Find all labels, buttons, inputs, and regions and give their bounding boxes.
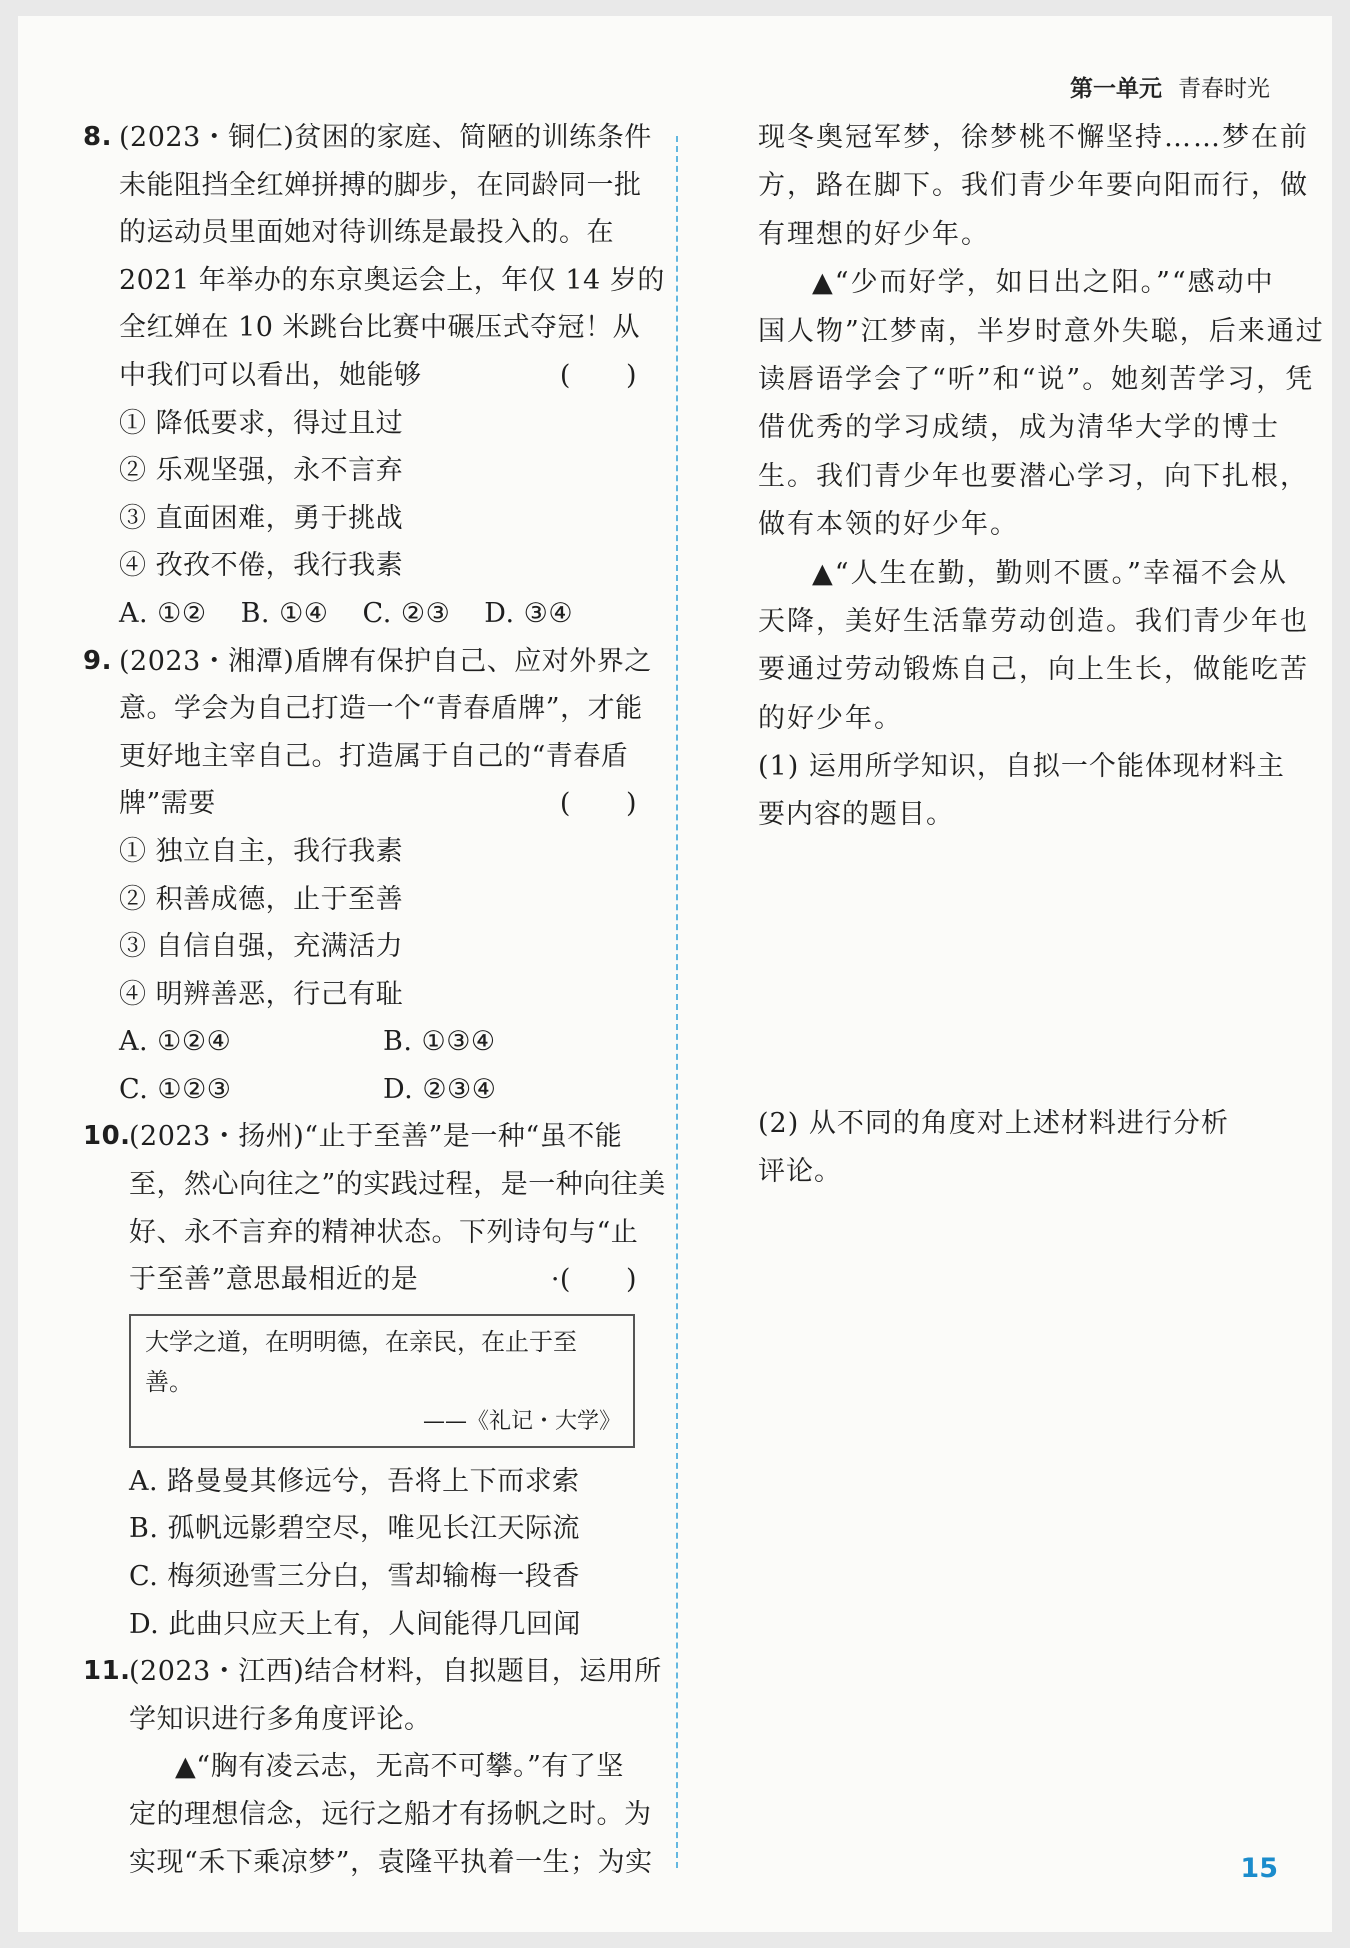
unit-label: 第一单元 bbox=[1070, 76, 1162, 102]
answer-blank[interactable]: ·( ) bbox=[550, 1264, 637, 1296]
question-stem-line: 未能阻挡全红婵拼搏的脚步，在同龄同一批 bbox=[119, 169, 642, 201]
question-stem-line: 中我们可以看出，她能够 ( ) bbox=[83, 352, 643, 400]
question-number: 8. bbox=[83, 122, 112, 152]
option-d[interactable]: D. 此曲只应天上有，人间能得几回闻 bbox=[129, 1608, 581, 1640]
question-number: 10. bbox=[83, 1121, 131, 1152]
option-d[interactable]: D. ②③④ bbox=[383, 1073, 497, 1105]
statement-item: ① 独立自主，我行我素 bbox=[119, 835, 404, 867]
question-11 bbox=[83, 1648, 662, 1886]
page-header bbox=[1070, 70, 1270, 103]
answer-blank[interactable]: ( ) bbox=[559, 359, 637, 391]
question-stem-line: 10. (2023・扬州)“止于至善”是一种“虽不能 bbox=[83, 1113, 643, 1161]
sub-question-2 bbox=[758, 1100, 1288, 1197]
material-line: ▲“胸有凌云志，无高不可攀。”有了坚 bbox=[175, 1751, 624, 1783]
answer-space-2[interactable] bbox=[758, 1197, 1288, 1757]
option-d[interactable]: D. ③④ bbox=[484, 597, 574, 629]
material-paragraph-3 bbox=[758, 550, 1309, 744]
sub-question-line: 评论。 bbox=[758, 1156, 842, 1188]
workbook-page bbox=[18, 16, 1332, 1932]
option-a[interactable]: A. ①②④ bbox=[119, 1026, 232, 1058]
question-number: 9. bbox=[83, 645, 112, 676]
question-stem-line: 至，然心向往之”的实践过程，是一种向往美 bbox=[129, 1169, 666, 1201]
option-c[interactable]: C. 梅须逊雪三分白，雪却输梅一段香 bbox=[129, 1561, 580, 1593]
sub-question-line: 要内容的题目。 bbox=[758, 799, 954, 831]
material-line: 实现“禾下乘凉梦”，袁隆平执着一生；为实 bbox=[129, 1846, 653, 1878]
question-9 bbox=[83, 638, 652, 1114]
option-c[interactable]: C. ②③ bbox=[362, 597, 451, 629]
column-divider bbox=[676, 136, 678, 1868]
answer-options bbox=[83, 1018, 643, 1113]
question-stem-line: 于至善”意思最相近的是 ·( ) bbox=[83, 1256, 643, 1304]
material-line: 定的理想信念，远行之船才有扬帆之时。为 bbox=[129, 1799, 652, 1830]
answer-options bbox=[83, 590, 643, 638]
question-stem-line: 学知识进行多角度评论。 bbox=[129, 1703, 432, 1735]
statement-item: ② 积善成德，止于至善 bbox=[119, 883, 404, 915]
question-stem-line: 9. (2023・湘潭)盾牌有保护自己、应对外界之 bbox=[83, 638, 643, 686]
option-a[interactable]: A. ①② bbox=[119, 597, 207, 629]
material-line: 借优秀的学习成绩，成为清华大学的博士 bbox=[758, 412, 1280, 444]
material-line: 有理想的好少年。 bbox=[758, 218, 990, 250]
question-stem-line: 好、永不言弃的精神状态。下列诗句与“止 bbox=[129, 1216, 639, 1248]
statement-item: ④ 明辨善恶，行己有耻 bbox=[119, 978, 404, 1010]
material-line: 读唇语学会了“听”和“说”。她刻苦学习，凭 bbox=[758, 363, 1315, 395]
unit-title: 青春时光 bbox=[1178, 76, 1270, 102]
material-line: ▲“人生在勤，勤则不匮。”幸福不会从 bbox=[812, 557, 1288, 589]
question-stem-line: 11. (2023・江西)结合材料，自拟题目，运用所 bbox=[83, 1648, 643, 1696]
quote-source: ——《礼记・大学》 bbox=[422, 1408, 621, 1434]
question-stem-line: 8. (2023・铜仁)贫困的家庭、简陋的训练条件 bbox=[83, 114, 643, 162]
option-a[interactable]: A. 路曼曼其修远兮，吾将上下而求索 bbox=[129, 1465, 580, 1497]
statement-item: ④ 孜孜不倦，我行我素 bbox=[119, 550, 404, 582]
statement-item: ② 乐观坚强，永不言弃 bbox=[119, 455, 404, 487]
question-stem-line: 的运动员里面她对待训练是最投入的。在 bbox=[119, 217, 614, 249]
material-line: 国人物”江梦南，半岁时意外失聪，后来通过 bbox=[758, 315, 1325, 347]
page-number: 15 bbox=[1240, 1853, 1278, 1884]
material-line: 做有本领的好少年。 bbox=[758, 509, 1019, 541]
option-c[interactable]: C. ①②③ bbox=[119, 1073, 232, 1105]
statement-item: ③ 自信自强，充满活力 bbox=[119, 931, 404, 963]
question-stem-line: 牌”需要 ( ) bbox=[83, 780, 643, 828]
sub-question-line: (2) 从不同的角度对上述材料进行分析 bbox=[758, 1107, 1229, 1139]
answer-blank[interactable]: ( ) bbox=[559, 788, 637, 820]
question-10 bbox=[83, 1113, 666, 1648]
material-line: 现冬奥冠军梦，徐梦桃不懈坚持……梦在前 bbox=[758, 122, 1309, 153]
question-stem-line: 全红婵在 10 米跳台比赛中碾压式夺冠！从 bbox=[119, 312, 641, 344]
material-line: 的好少年。 bbox=[758, 702, 903, 734]
quote-text: 大学之道，在明明德，在亲民，在止于至善。 bbox=[145, 1327, 577, 1396]
question-8 bbox=[83, 114, 665, 638]
question-stem-line: 意。学会为自己打造一个“青春盾牌”，才能 bbox=[119, 693, 643, 725]
statement-item: ① 降低要求，得过且过 bbox=[119, 407, 404, 439]
question-stem-line: 更好地主宰自己。打造属于自己的“青春盾 bbox=[119, 740, 629, 772]
material-line: 天降，美好生活靠劳动创造。我们青少年也 bbox=[758, 605, 1309, 637]
question-stem-line: 2021 年举办的东京奥运会上，年仅 14 岁的 bbox=[119, 264, 665, 296]
option-b[interactable]: B. 孤帆远影碧空尽，唯见长江天际流 bbox=[129, 1513, 581, 1545]
right-column bbox=[758, 114, 1325, 1757]
material-paragraph-1 bbox=[758, 114, 1309, 259]
option-b[interactable]: B. ①④ bbox=[240, 597, 329, 629]
answer-space-1[interactable] bbox=[758, 840, 1288, 1100]
material-line: 要通过劳动锻炼自己，向上生长，做能吃苦 bbox=[758, 654, 1309, 686]
sub-question-line: (1) 运用所学知识，自拟一个能体现材料主 bbox=[758, 751, 1285, 783]
option-b[interactable]: B. ①③④ bbox=[383, 1026, 496, 1058]
material-line: 生。我们青少年也要潜心学习，向下扎根， bbox=[758, 460, 1309, 492]
sub-question-1 bbox=[758, 743, 1288, 840]
question-number: 11. bbox=[83, 1656, 131, 1687]
material-paragraph-2 bbox=[758, 259, 1325, 549]
quote-box bbox=[129, 1314, 635, 1448]
material-line: ▲“少而好学，如日出之阳。”“感动中 bbox=[812, 267, 1275, 299]
left-column bbox=[83, 114, 666, 1886]
statement-item: ③ 直面困难，勇于挑战 bbox=[119, 502, 404, 534]
material-line: 方，路在脚下。我们青少年要向阳而行，做 bbox=[758, 170, 1309, 202]
